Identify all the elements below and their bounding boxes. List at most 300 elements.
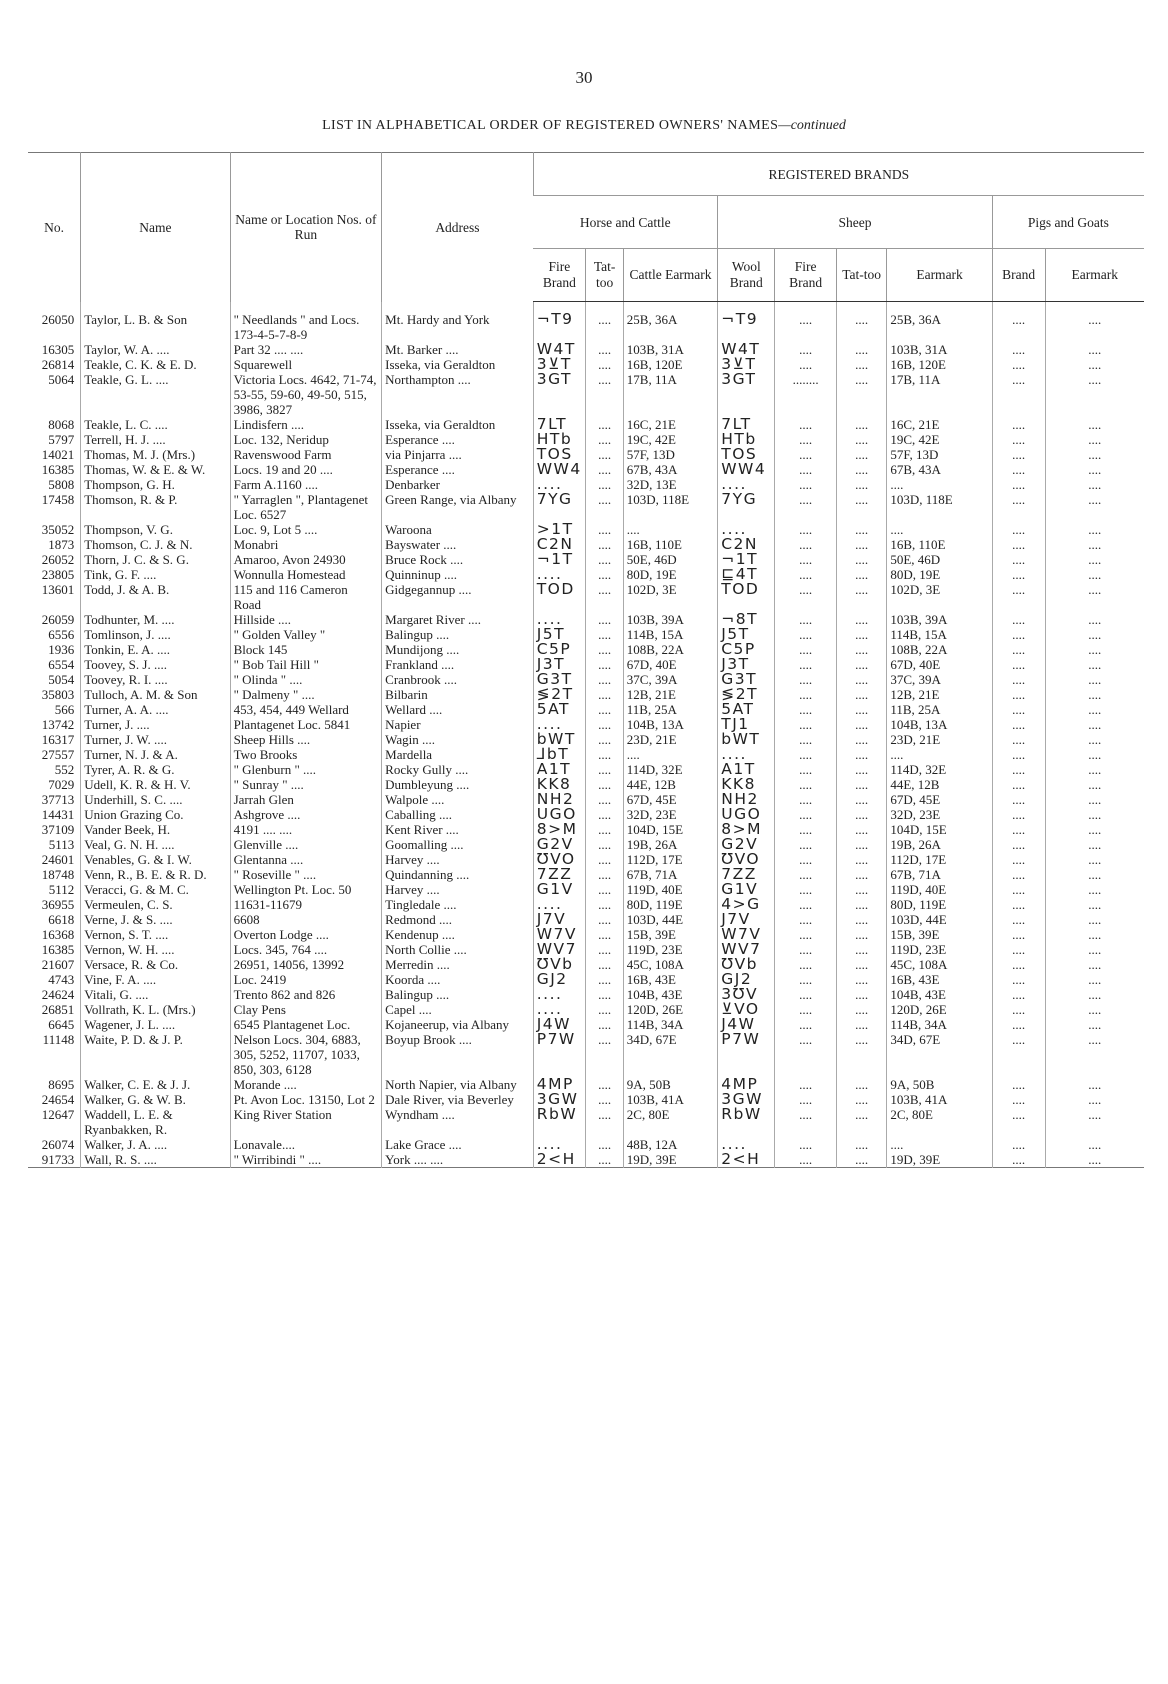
- cell-wool-brand: J5T: [718, 627, 775, 642]
- cell-wool-brand: J4W: [718, 1017, 775, 1032]
- cell-pig-earmark: ....: [1045, 567, 1144, 582]
- cell-cattle-earmark: 103B, 41A: [623, 1092, 717, 1107]
- cell-fire-brand: ....: [533, 567, 586, 582]
- cell-tattoo: ....: [586, 912, 623, 927]
- cell-sheep-fire-brand: ....: [775, 672, 837, 687]
- cell-tattoo: ....: [586, 867, 623, 882]
- cell-location: Clay Pens: [230, 1002, 382, 1017]
- cell-location: Two Brooks: [230, 747, 382, 762]
- cell-location: 6545 Plantagenet Loc.: [230, 1017, 382, 1032]
- cell-name: Tink, G. F. ....: [81, 567, 230, 582]
- cell-sheep-tattoo: ....: [836, 477, 887, 492]
- cell-sheep-fire-brand: ....: [775, 492, 837, 522]
- cell-cattle-earmark: 19B, 26A: [623, 837, 717, 852]
- cell-cattle-earmark: 37C, 39A: [623, 672, 717, 687]
- cell-sheep-tattoo: ....: [836, 912, 887, 927]
- cell-sheep-tattoo: ....: [836, 972, 887, 987]
- cell-cattle-earmark: 2C, 80E: [623, 1107, 717, 1137]
- cell-sheep-fire-brand: ....: [775, 1107, 837, 1137]
- cell-address: Balingup ....: [382, 627, 534, 642]
- cell-name: Vollrath, K. L. (Mrs.): [81, 1002, 230, 1017]
- cell-address: Boyup Brook ....: [382, 1032, 534, 1077]
- cell-location: 4191 .... ....: [230, 822, 382, 837]
- cell-pig-earmark: ....: [1045, 1107, 1144, 1137]
- table-row: [28, 777, 1144, 792]
- cell-fire-brand: GJ2: [533, 972, 586, 987]
- cell-sheep-fire-brand: ....: [775, 417, 837, 432]
- cell-pig-brand: ....: [992, 672, 1045, 687]
- cell-sheep-earmark: 119D, 40E: [887, 882, 992, 897]
- cell-name: Waite, P. D. & J. P.: [81, 1032, 230, 1077]
- table-row: [28, 537, 1144, 552]
- cell-name: Vine, F. A. ....: [81, 972, 230, 987]
- cell-sheep-tattoo: ....: [836, 1017, 887, 1032]
- cell-sheep-fire-brand: ....: [775, 912, 837, 927]
- cell-sheep-fire-brand: ....: [775, 807, 837, 822]
- cell-sheep-fire-brand: ....: [775, 852, 837, 867]
- cell-address: Harvey ....: [382, 852, 534, 867]
- cell-address: Kendenup ....: [382, 927, 534, 942]
- cell-tattoo: ....: [586, 972, 623, 987]
- cell-tattoo: ....: [586, 462, 623, 477]
- cell-fire-brand: >1T: [533, 522, 586, 537]
- cell-pig-earmark: ....: [1045, 1077, 1144, 1092]
- cell-sheep-fire-brand: ....: [775, 897, 837, 912]
- cell-tattoo: ....: [586, 987, 623, 1002]
- cell-pig-brand: ....: [992, 342, 1045, 357]
- cell-pig-earmark: ....: [1045, 1152, 1144, 1168]
- cell-sheep-fire-brand: ....: [775, 627, 837, 642]
- cell-sheep-tattoo: ....: [836, 687, 887, 702]
- cell-sheep-tattoo: ....: [836, 372, 887, 417]
- cell-location: " Sunray " ....: [230, 777, 382, 792]
- cell-sheep-earmark: ....: [887, 522, 992, 537]
- cell-sheep-fire-brand: ....: [775, 987, 837, 1002]
- cell-name: Thomson, R. & P.: [81, 492, 230, 522]
- table-row: [28, 867, 1144, 882]
- cell-tattoo: ....: [586, 357, 623, 372]
- cell-pig-earmark: ....: [1045, 657, 1144, 672]
- cell-sheep-earmark: 12B, 21E: [887, 687, 992, 702]
- cell-sheep-earmark: 104D, 15E: [887, 822, 992, 837]
- cell-fire-brand: J5T: [533, 627, 586, 642]
- cell-tattoo: ....: [586, 552, 623, 567]
- table-row: [28, 972, 1144, 987]
- cell-cattle-earmark: 57F, 13D: [623, 447, 717, 462]
- cell-cattle-earmark: 48B, 12A: [623, 1137, 717, 1152]
- cell-pig-earmark: ....: [1045, 957, 1144, 972]
- table-row: [28, 627, 1144, 642]
- cell-location: 26951, 14056, 13992: [230, 957, 382, 972]
- table-row: [28, 852, 1144, 867]
- cell-tattoo: ....: [586, 732, 623, 747]
- cell-pig-earmark: ....: [1045, 1137, 1144, 1152]
- cell-pig-earmark: ....: [1045, 582, 1144, 612]
- cell-no: 14431: [41, 807, 75, 822]
- cell-cattle-earmark: 67D, 40E: [623, 657, 717, 672]
- list-title-suffix: —continued: [778, 118, 846, 133]
- cell-address: Harvey ....: [382, 882, 534, 897]
- cell-sheep-earmark: 25B, 36A: [887, 312, 992, 342]
- cell-address: Mundijong ....: [382, 642, 534, 657]
- cell-pig-earmark: ....: [1045, 462, 1144, 477]
- cell-sheep-earmark: 104B, 43E: [887, 987, 992, 1002]
- cell-no: 16368: [41, 927, 75, 942]
- cell-address: Frankland ....: [382, 657, 534, 672]
- cell-sheep-earmark: 103D, 44E: [887, 912, 992, 927]
- cell-pig-brand: ....: [992, 522, 1045, 537]
- cell-pig-brand: ....: [992, 642, 1045, 657]
- cell-fire-brand: TOS: [533, 447, 586, 462]
- cell-cattle-earmark: 45C, 108A: [623, 957, 717, 972]
- cell-fire-brand: RbW: [533, 1107, 586, 1137]
- cell-tattoo: ....: [586, 477, 623, 492]
- cell-name: Todhunter, M. ....: [81, 612, 230, 627]
- cell-name: Terrell, H. J. ....: [81, 432, 230, 447]
- table-row: [28, 447, 1144, 462]
- cell-sheep-tattoo: ....: [836, 537, 887, 552]
- cell-location: Block 145: [230, 642, 382, 657]
- cell-tattoo: ....: [586, 432, 623, 447]
- cell-name: Veracci, G. & M. C.: [81, 882, 230, 897]
- cell-no: 6556: [48, 627, 75, 642]
- cell-address: Dumbleyung ....: [382, 777, 534, 792]
- cell-sheep-fire-brand: ....: [775, 312, 837, 342]
- cell-sheep-fire-brand: ........: [775, 372, 837, 417]
- header-horse-cattle: Horse and Cattle: [533, 196, 718, 249]
- table-row: [28, 642, 1144, 657]
- cell-tattoo: ....: [586, 1017, 623, 1032]
- cell-sheep-earmark: 15B, 39E: [887, 927, 992, 942]
- cell-location: King River Station: [230, 1107, 382, 1137]
- cell-name: Vernon, W. H. ....: [81, 942, 230, 957]
- cell-pig-brand: ....: [992, 567, 1045, 582]
- cell-sheep-tattoo: ....: [836, 462, 887, 477]
- cell-location: Ravenswood Farm: [230, 447, 382, 462]
- cell-cattle-earmark: 16B, 120E: [623, 357, 717, 372]
- cell-name: Union Grazing Co.: [81, 807, 230, 822]
- cell-wool-brand: J3T: [718, 657, 775, 672]
- cell-pig-brand: ....: [992, 1152, 1045, 1168]
- cell-address: Quindanning ....: [382, 867, 534, 882]
- cell-no: 26059: [41, 612, 75, 627]
- cell-fire-brand: ....: [533, 1137, 586, 1152]
- cell-no: 37109: [41, 822, 75, 837]
- cell-wool-brand: 3GT: [718, 372, 775, 417]
- cell-pig-brand: ....: [992, 552, 1045, 567]
- cell-sheep-tattoo: ....: [836, 882, 887, 897]
- cell-pig-brand: ....: [992, 957, 1045, 972]
- cell-location: Ashgrove ....: [230, 807, 382, 822]
- cell-cattle-earmark: 103B, 31A: [623, 342, 717, 357]
- cell-fire-brand: 3GT: [533, 372, 586, 417]
- cell-fire-brand: ....: [533, 1002, 586, 1017]
- table-row: [28, 1137, 1144, 1152]
- cell-sheep-tattoo: ....: [836, 1107, 887, 1137]
- cell-name: Turner, J. W. ....: [81, 732, 230, 747]
- cell-location: Monabri: [230, 537, 382, 552]
- cell-cattle-earmark: 80D, 19E: [623, 567, 717, 582]
- table-row: [28, 672, 1144, 687]
- cell-tattoo: ....: [586, 627, 623, 642]
- cell-address: Rocky Gully ....: [382, 762, 534, 777]
- cell-sheep-tattoo: ....: [836, 657, 887, 672]
- cell-sheep-fire-brand: ....: [775, 642, 837, 657]
- cell-pig-brand: ....: [992, 687, 1045, 702]
- cell-name: Toovey, R. I. ....: [81, 672, 230, 687]
- cell-sheep-earmark: 103D, 118E: [887, 492, 992, 522]
- cell-wool-brand: UGO: [718, 807, 775, 822]
- cell-sheep-fire-brand: ....: [775, 1077, 837, 1092]
- cell-pig-earmark: ....: [1045, 822, 1144, 837]
- cell-sheep-fire-brand: ....: [775, 777, 837, 792]
- cell-cattle-earmark: 104D, 15E: [623, 822, 717, 837]
- cell-fire-brand: 2<H: [533, 1152, 586, 1168]
- cell-pig-brand: ....: [992, 612, 1045, 627]
- table-row: [28, 747, 1144, 762]
- table-row: [28, 1092, 1144, 1107]
- header-pig-earmark: Earmark: [1045, 249, 1144, 302]
- cell-sheep-fire-brand: ....: [775, 867, 837, 882]
- cell-address: Napier: [382, 717, 534, 732]
- cell-fire-brand: W7V: [533, 927, 586, 942]
- cell-wool-brand: ....: [718, 747, 775, 762]
- cell-address: Lake Grace ....: [382, 1137, 534, 1152]
- cell-pig-earmark: ....: [1045, 882, 1144, 897]
- cell-sheep-earmark: 17B, 11A: [887, 372, 992, 417]
- cell-fire-brand: ¬1T: [533, 552, 586, 567]
- header-sheep-earmark: Earmark: [887, 249, 992, 302]
- cell-fire-brand: W4T: [533, 342, 586, 357]
- cell-sheep-fire-brand: ....: [775, 927, 837, 942]
- cell-pig-brand: ....: [992, 897, 1045, 912]
- cell-fire-brand: 7YG: [533, 492, 586, 522]
- cell-wool-brand: KK8: [718, 777, 775, 792]
- cell-fire-brand: J3T: [533, 657, 586, 672]
- cell-location: Wonnulla Homestead: [230, 567, 382, 582]
- cell-wool-brand: 7ZZ: [718, 867, 775, 882]
- cell-pig-earmark: ....: [1045, 702, 1144, 717]
- cell-sheep-tattoo: ....: [836, 312, 887, 342]
- cell-tattoo: ....: [586, 717, 623, 732]
- cell-no: 16385: [41, 462, 75, 477]
- cell-pig-earmark: ....: [1045, 1002, 1144, 1017]
- cell-tattoo: ....: [586, 882, 623, 897]
- cell-name: Tomlinson, J. ....: [81, 627, 230, 642]
- cell-wool-brand: TOS: [718, 447, 775, 462]
- cell-name: Versace, R. & Co.: [81, 957, 230, 972]
- cell-cattle-earmark: 103B, 39A: [623, 612, 717, 627]
- cell-sheep-fire-brand: ....: [775, 1032, 837, 1077]
- cell-location: 6608: [230, 912, 382, 927]
- cell-cattle-earmark: 67D, 45E: [623, 792, 717, 807]
- cell-address: Quinninup ....: [382, 567, 534, 582]
- cell-tattoo: ....: [586, 642, 623, 657]
- cell-sheep-earmark: 108B, 22A: [887, 642, 992, 657]
- cell-wool-brand: 4>G: [718, 897, 775, 912]
- cell-name: Turner, N. J. & A.: [81, 747, 230, 762]
- cell-no: 21607: [41, 957, 75, 972]
- cell-pig-earmark: ....: [1045, 417, 1144, 432]
- cell-sheep-tattoo: ....: [836, 897, 887, 912]
- cell-tattoo: ....: [586, 807, 623, 822]
- cell-sheep-earmark: 11B, 25A: [887, 702, 992, 717]
- cell-no: 12647: [41, 1107, 75, 1122]
- cell-no: 566: [54, 702, 75, 717]
- cell-name: Walker, C. E. & J. J.: [81, 1077, 230, 1092]
- cell-name: Teakle, C. K. & E. D.: [81, 357, 230, 372]
- cell-name: Venables, G. & I. W.: [81, 852, 230, 867]
- cell-sheep-tattoo: ....: [836, 1152, 887, 1168]
- cell-sheep-earmark: 32D, 23E: [887, 807, 992, 822]
- cell-no: 17458: [41, 492, 75, 507]
- cell-name: Tonkin, E. A. ....: [81, 642, 230, 657]
- cell-no: 5797: [48, 432, 75, 447]
- cell-address: Denbarker: [382, 477, 534, 492]
- cell-tattoo: ....: [586, 612, 623, 627]
- cell-sheep-tattoo: ....: [836, 957, 887, 972]
- cell-address: Waroona: [382, 522, 534, 537]
- cell-pig-earmark: ....: [1045, 477, 1144, 492]
- cell-no: 24654: [41, 1092, 75, 1107]
- cell-sheep-earmark: 57F, 13D: [887, 447, 992, 462]
- cell-fire-brand: UGO: [533, 807, 586, 822]
- cell-no: 5808: [48, 477, 75, 492]
- cell-name: Waddell, L. E. & Ryanbakken, R.: [81, 1107, 230, 1137]
- header-pigs-goats: Pigs and Goats: [992, 196, 1144, 249]
- cell-fire-brand: G2V: [533, 837, 586, 852]
- cell-tattoo: ....: [586, 822, 623, 837]
- cell-pig-earmark: ....: [1045, 342, 1144, 357]
- cell-no: 16385: [41, 942, 75, 957]
- cell-fire-brand: ¬T9: [533, 312, 586, 342]
- cell-pig-earmark: ....: [1045, 747, 1144, 762]
- cell-cattle-earmark: 44E, 12B: [623, 777, 717, 792]
- cell-cattle-earmark: 17B, 11A: [623, 372, 717, 417]
- cell-sheep-tattoo: ....: [836, 1077, 887, 1092]
- header-registered-brands: REGISTERED BRANDS: [533, 153, 1144, 196]
- cell-sheep-fire-brand: ....: [775, 1017, 837, 1032]
- cell-wool-brand: ....: [718, 477, 775, 492]
- cell-fire-brand: ....: [533, 897, 586, 912]
- cell-sheep-earmark: 9A, 50B: [887, 1077, 992, 1092]
- cell-pig-brand: ....: [992, 822, 1045, 837]
- cell-cattle-earmark: 114D, 32E: [623, 762, 717, 777]
- cell-no: 16305: [41, 342, 75, 357]
- cell-pig-earmark: ....: [1045, 687, 1144, 702]
- cell-no: 8068: [48, 417, 75, 432]
- cell-fire-brand: ⅃bT: [533, 747, 586, 762]
- cell-sheep-tattoo: ....: [836, 762, 887, 777]
- cell-sheep-earmark: 114B, 34A: [887, 1017, 992, 1032]
- cell-address: Esperance ....: [382, 432, 534, 447]
- cell-fire-brand: bWT: [533, 732, 586, 747]
- cell-wool-brand: ....: [718, 522, 775, 537]
- cell-cattle-earmark: 50E, 46D: [623, 552, 717, 567]
- cell-pig-earmark: ....: [1045, 927, 1144, 942]
- cell-location: " Wirribindi " ....: [230, 1152, 382, 1168]
- cell-sheep-earmark: 119D, 23E: [887, 942, 992, 957]
- cell-name: Vernon, S. T. ....: [81, 927, 230, 942]
- table-row: [28, 957, 1144, 972]
- cell-sheep-tattoo: ....: [836, 342, 887, 357]
- cell-location: Part 32 .... ....: [230, 342, 382, 357]
- cell-location: Locs. 345, 764 ....: [230, 942, 382, 957]
- table-row: [28, 1152, 1144, 1168]
- cell-location: Jarrah Glen: [230, 792, 382, 807]
- cell-sheep-tattoo: ....: [836, 447, 887, 462]
- cell-tattoo: ....: [586, 657, 623, 672]
- cell-cattle-earmark: 67B, 71A: [623, 867, 717, 882]
- cell-name: Turner, J. ....: [81, 717, 230, 732]
- cell-pig-earmark: ....: [1045, 837, 1144, 852]
- cell-cattle-earmark: ....: [623, 522, 717, 537]
- cell-no: 18748: [41, 867, 75, 882]
- cell-cattle-earmark: 103D, 118E: [623, 492, 717, 522]
- cell-no: 23805: [41, 567, 75, 582]
- cell-sheep-tattoo: ....: [836, 1032, 887, 1077]
- cell-sheep-tattoo: ....: [836, 987, 887, 1002]
- cell-cattle-earmark: 103D, 44E: [623, 912, 717, 927]
- cell-sheep-tattoo: ....: [836, 567, 887, 582]
- cell-sheep-fire-brand: ....: [775, 1152, 837, 1168]
- cell-address: Goomalling ....: [382, 837, 534, 852]
- cell-fire-brand: J7V: [533, 912, 586, 927]
- cell-sheep-tattoo: ....: [836, 747, 887, 762]
- cell-name: Wall, R. S. ....: [81, 1152, 230, 1168]
- cell-cattle-earmark: 34D, 67E: [623, 1032, 717, 1077]
- cell-name: Wagener, J. L. ....: [81, 1017, 230, 1032]
- cell-address: Gidgegannup ....: [382, 582, 534, 612]
- cell-tattoo: ....: [586, 1152, 623, 1168]
- cell-no: 36955: [41, 897, 75, 912]
- cell-no: 11148: [42, 1032, 75, 1047]
- cell-sheep-earmark: 16B, 43E: [887, 972, 992, 987]
- cell-fire-brand: A1T: [533, 762, 586, 777]
- cell-pig-earmark: ....: [1045, 912, 1144, 927]
- table-row: [28, 1077, 1144, 1092]
- cell-sheep-earmark: 23D, 21E: [887, 732, 992, 747]
- cell-no: 91733: [41, 1152, 75, 1167]
- cell-tattoo: ....: [586, 672, 623, 687]
- cell-pig-earmark: ....: [1045, 552, 1144, 567]
- table-row: [28, 702, 1144, 717]
- table-row: [28, 1107, 1144, 1137]
- cell-sheep-fire-brand: ....: [775, 582, 837, 612]
- cell-name: Thomson, C. J. & N.: [81, 537, 230, 552]
- cell-fire-brand: WV7: [533, 942, 586, 957]
- cell-address: Green Range, via Albany: [382, 492, 534, 522]
- cell-location: Sheep Hills ....: [230, 732, 382, 747]
- header-tattoo: Tat-too: [586, 249, 623, 302]
- cell-no: 35803: [41, 687, 75, 702]
- cell-wool-brand: ¬1T: [718, 552, 775, 567]
- header-fire-brand: Fire Brand: [533, 249, 586, 302]
- cell-cattle-earmark: 120D, 26E: [623, 1002, 717, 1017]
- cell-pig-earmark: ....: [1045, 987, 1144, 1002]
- cell-name: Venn, R., B. E. & R. D.: [81, 867, 230, 882]
- cell-no: 552: [54, 762, 75, 777]
- cell-address: North Collie ....: [382, 942, 534, 957]
- table-row: [28, 717, 1144, 732]
- cell-sheep-fire-brand: ....: [775, 942, 837, 957]
- cell-tattoo: ....: [586, 1107, 623, 1137]
- cell-pig-brand: ....: [992, 987, 1045, 1002]
- table-row: [28, 462, 1144, 477]
- table-row: [28, 612, 1144, 627]
- cell-tattoo: ....: [586, 582, 623, 612]
- cell-sheep-tattoo: ....: [836, 852, 887, 867]
